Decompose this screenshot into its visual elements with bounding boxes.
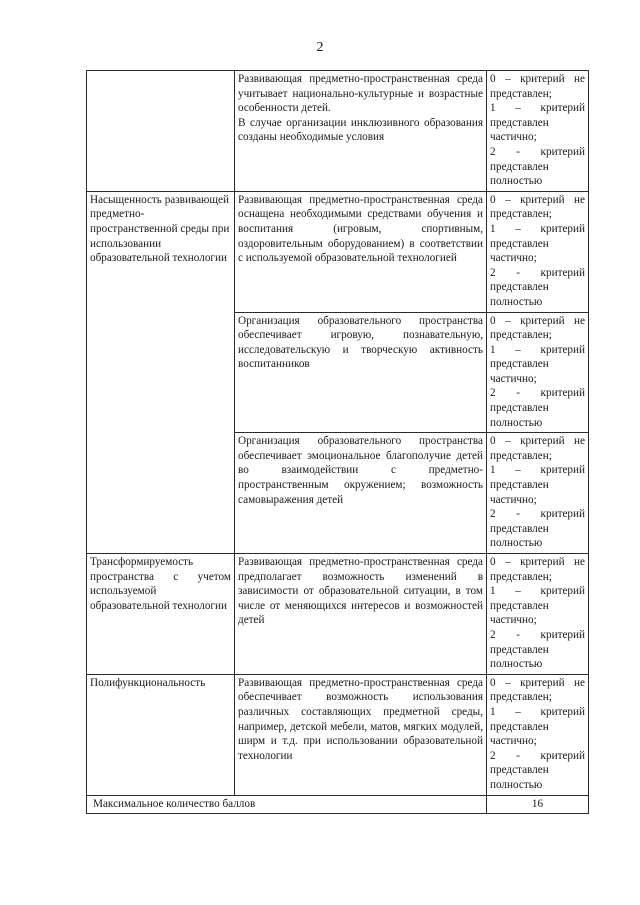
- table-row: [87, 554, 589, 675]
- score-level-2: 2 - критерий представлен полностью: [490, 266, 585, 308]
- score-level-0: 0 – критерий не представлен;: [490, 73, 585, 100]
- score-cell: [487, 71, 589, 192]
- score-level-1: 1 – критерий представлен частично;: [490, 343, 585, 385]
- score-level-0: 0 – критерий не представлен;: [490, 556, 585, 583]
- criterion-cell: [87, 71, 235, 192]
- score-level-1: 1 – критерий представлен частично;: [490, 705, 585, 748]
- table-row: [87, 191, 589, 312]
- score-level-0: 0 – критерий не представлен;: [490, 193, 585, 221]
- criterion-cell: Полифункциональность: [87, 674, 235, 795]
- score-level-1: 1 – критерий представлен частично;: [490, 222, 585, 265]
- score-level-0: 0 – критерий не представлен;: [490, 676, 585, 704]
- description-cell: Развивающая предметно-пространственная среда предполагает возможность изменений в зависимости от образовательной ситуации, в том числе от меняющихся интересов и возможностей детей: [235, 554, 487, 675]
- score-level-2: 2 - критерий представлен полностью: [490, 145, 585, 188]
- score-level-0: 0 – критерий не представлен;: [490, 435, 585, 462]
- table-row: [87, 674, 589, 795]
- criterion-cell: Насыщенность развивающей предметно-пространственной среды при использовании образовательной технологии: [87, 191, 235, 553]
- score-level-1: 1 – критерий представлен частично;: [490, 585, 585, 627]
- description-cell: Организация образовательного пространства обеспечивает игровую, познавательную, исследовательскую и творческую активность воспитанников: [235, 312, 487, 433]
- score-level-2: 2 - критерий представлен полностью: [490, 508, 585, 550]
- score-cell: [487, 191, 589, 312]
- description-cell: [235, 71, 487, 192]
- score-cell: [487, 674, 589, 795]
- score-level-2: 2 - критерий представлен полностью: [490, 387, 585, 429]
- total-label: Максимальное количество баллов: [87, 795, 487, 814]
- score-level-1: 1 – критерий представлен частично;: [490, 464, 585, 506]
- score-cell: [487, 312, 589, 433]
- total-value: 16: [487, 795, 589, 814]
- score-cell: [487, 433, 589, 554]
- score-level-2: 2 - критерий представлен полностью: [490, 628, 585, 671]
- criteria-table: [86, 70, 589, 814]
- description-text: Развивающая предметно-пространственная среда учитывает национально-культурные и возрастные особенности детей.: [238, 73, 483, 115]
- description-cell: Организация образовательного пространства обеспечивает эмоциональное благополучие детей во взаимодействии с предметно-пространственным окружением; возможность самовыражения детей: [235, 433, 487, 554]
- total-row: [87, 795, 589, 814]
- score-cell: [487, 554, 589, 675]
- table-row: [87, 71, 589, 192]
- score-level-2: 2 - критерий представлен полностью: [490, 749, 585, 791]
- score-level-1: 1 – критерий представлен частично;: [490, 102, 585, 144]
- criterion-cell: Трансформируемость пространства с учетом используемой образовательной технологии: [87, 554, 235, 675]
- page-number: 2: [316, 40, 324, 55]
- score-level-0: 0 – критерий не представлен;: [490, 314, 585, 342]
- description-cell: Развивающая предметно-пространственная среда обеспечивает возможность использования различных составляющих предметной среды, например, детской мебели, матов, мягких модулей, ширм и т.д. при использовании образовательной технологии: [235, 674, 487, 795]
- description-text-extra: В случае организации инклюзивного образования созданы необходимые условия: [238, 116, 483, 144]
- description-cell: Развивающая предметно-пространственная среда оснащена необходимыми средствами обучения и воспитания (игровым, спортивным, оздоровительным оборудованием) в соответствии с используемой образовательной технологией: [235, 191, 487, 312]
